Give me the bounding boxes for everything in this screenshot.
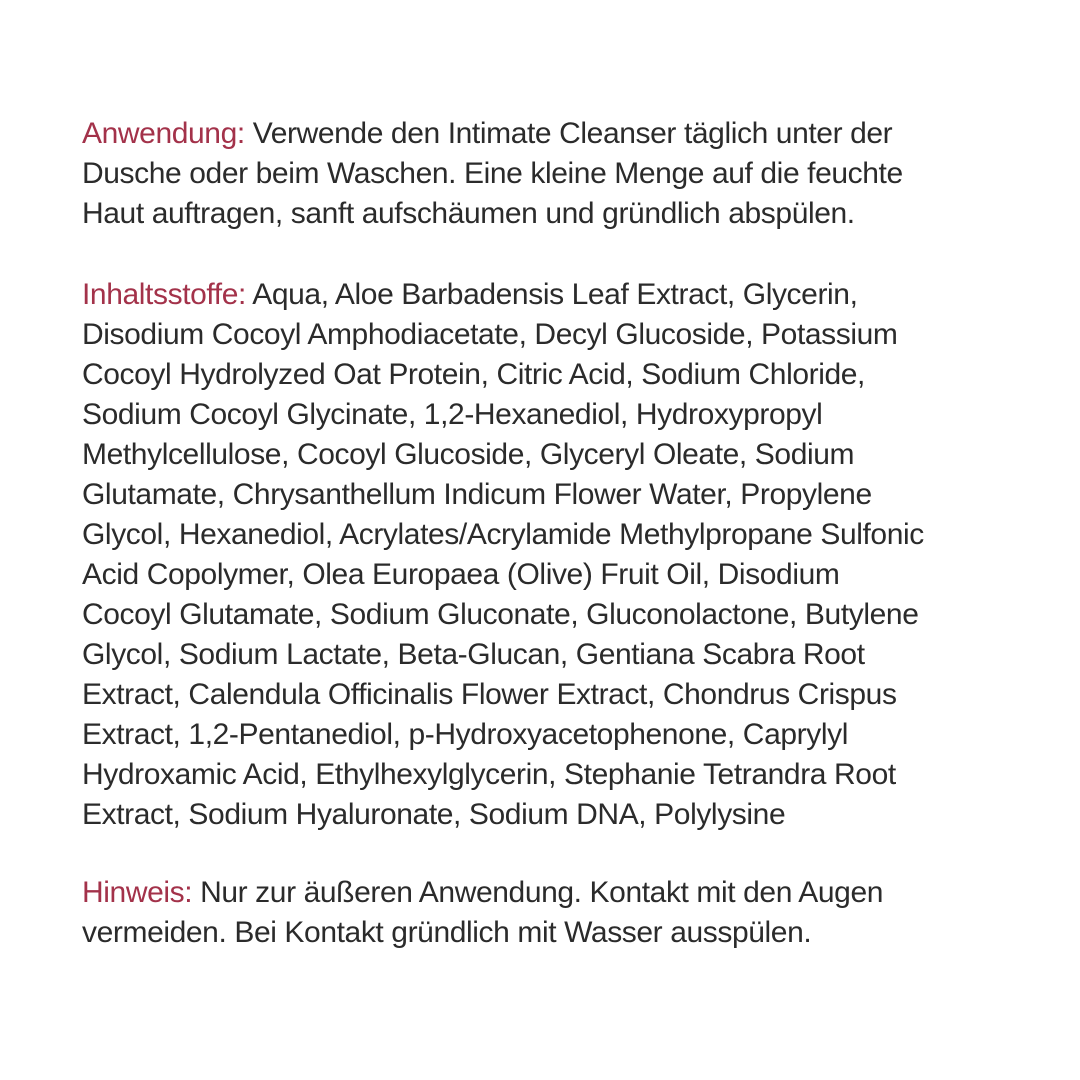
notice-label: Hinweis:	[82, 876, 193, 909]
ingredients-line-9: Cocoyl Glutamate, Sodium Gluconate, Gluconolactone, Butylene	[82, 598, 919, 631]
ingredients-line-11: Extract, Calendula Officinalis Flower Extract, Chondrus Crispus	[82, 678, 897, 711]
ingredients-line-6: Glutamate, Chrysanthellum Indicum Flower Water, Propylene	[82, 478, 872, 511]
ingredients-line-12: Extract, 1,2-Pentanediol, p-Hydroxyacetophenone, Caprylyl	[82, 718, 848, 751]
application-label: Anwendung:	[82, 117, 245, 150]
ingredients-text-1: Aqua, Aloe Barbadensis Leaf Extract, Glycerin,	[245, 278, 858, 311]
ingredients-line-4: Sodium Cocoyl Glycinate, 1,2-Hexanediol, Hydroxypropyl	[82, 398, 823, 431]
ingredients-line-5: Methylcellulose, Cocoyl Glucoside, Glyceryl Oleate, Sodium	[82, 438, 855, 471]
notice-line-2: vermeiden. Bei Kontakt gründlich mit Wasser ausspülen.	[82, 916, 812, 949]
ingredients-line-1	[82, 275, 858, 315]
ingredients-line-8: Acid Copolymer, Olea Europaea (Olive) Fruit Oil, Disodium	[82, 558, 840, 591]
ingredients-label: Inhaltsstoffe:	[82, 278, 246, 311]
application-line-2: Dusche oder beim Waschen. Eine kleine Menge auf die feuchte	[82, 157, 903, 190]
notice-line-1	[82, 873, 883, 913]
application-line-1	[82, 114, 892, 154]
ingredients-line-14: Extract, Sodium Hyaluronate, Sodium DNA, Polylysine	[82, 798, 786, 831]
ingredients-line-13: Hydroxamic Acid, Ethylhexylglycerin, Stephanie Tetrandra Root	[82, 758, 896, 791]
application-text-1: Verwende den Intimate Cleanser täglich unter der	[244, 117, 893, 150]
ingredients-line-3: Cocoyl Hydrolyzed Oat Protein, Citric Acid, Sodium Chloride,	[82, 358, 865, 391]
notice-text-1: Nur zur äußeren Anwendung. Kontakt mit den Augen	[192, 876, 884, 909]
ingredients-line-2: Disodium Cocoyl Amphodiacetate, Decyl Glucoside, Potassium	[82, 318, 898, 351]
ingredients-line-10: Glycol, Sodium Lactate, Beta-Glucan, Gentiana Scabra Root	[82, 638, 865, 671]
application-line-3: Haut auftragen, sanft aufschäumen und gründlich abspülen.	[82, 197, 855, 230]
ingredients-line-7: Glycol, Hexanediol, Acrylates/Acrylamide Methylpropane Sulfonic	[82, 518, 924, 551]
